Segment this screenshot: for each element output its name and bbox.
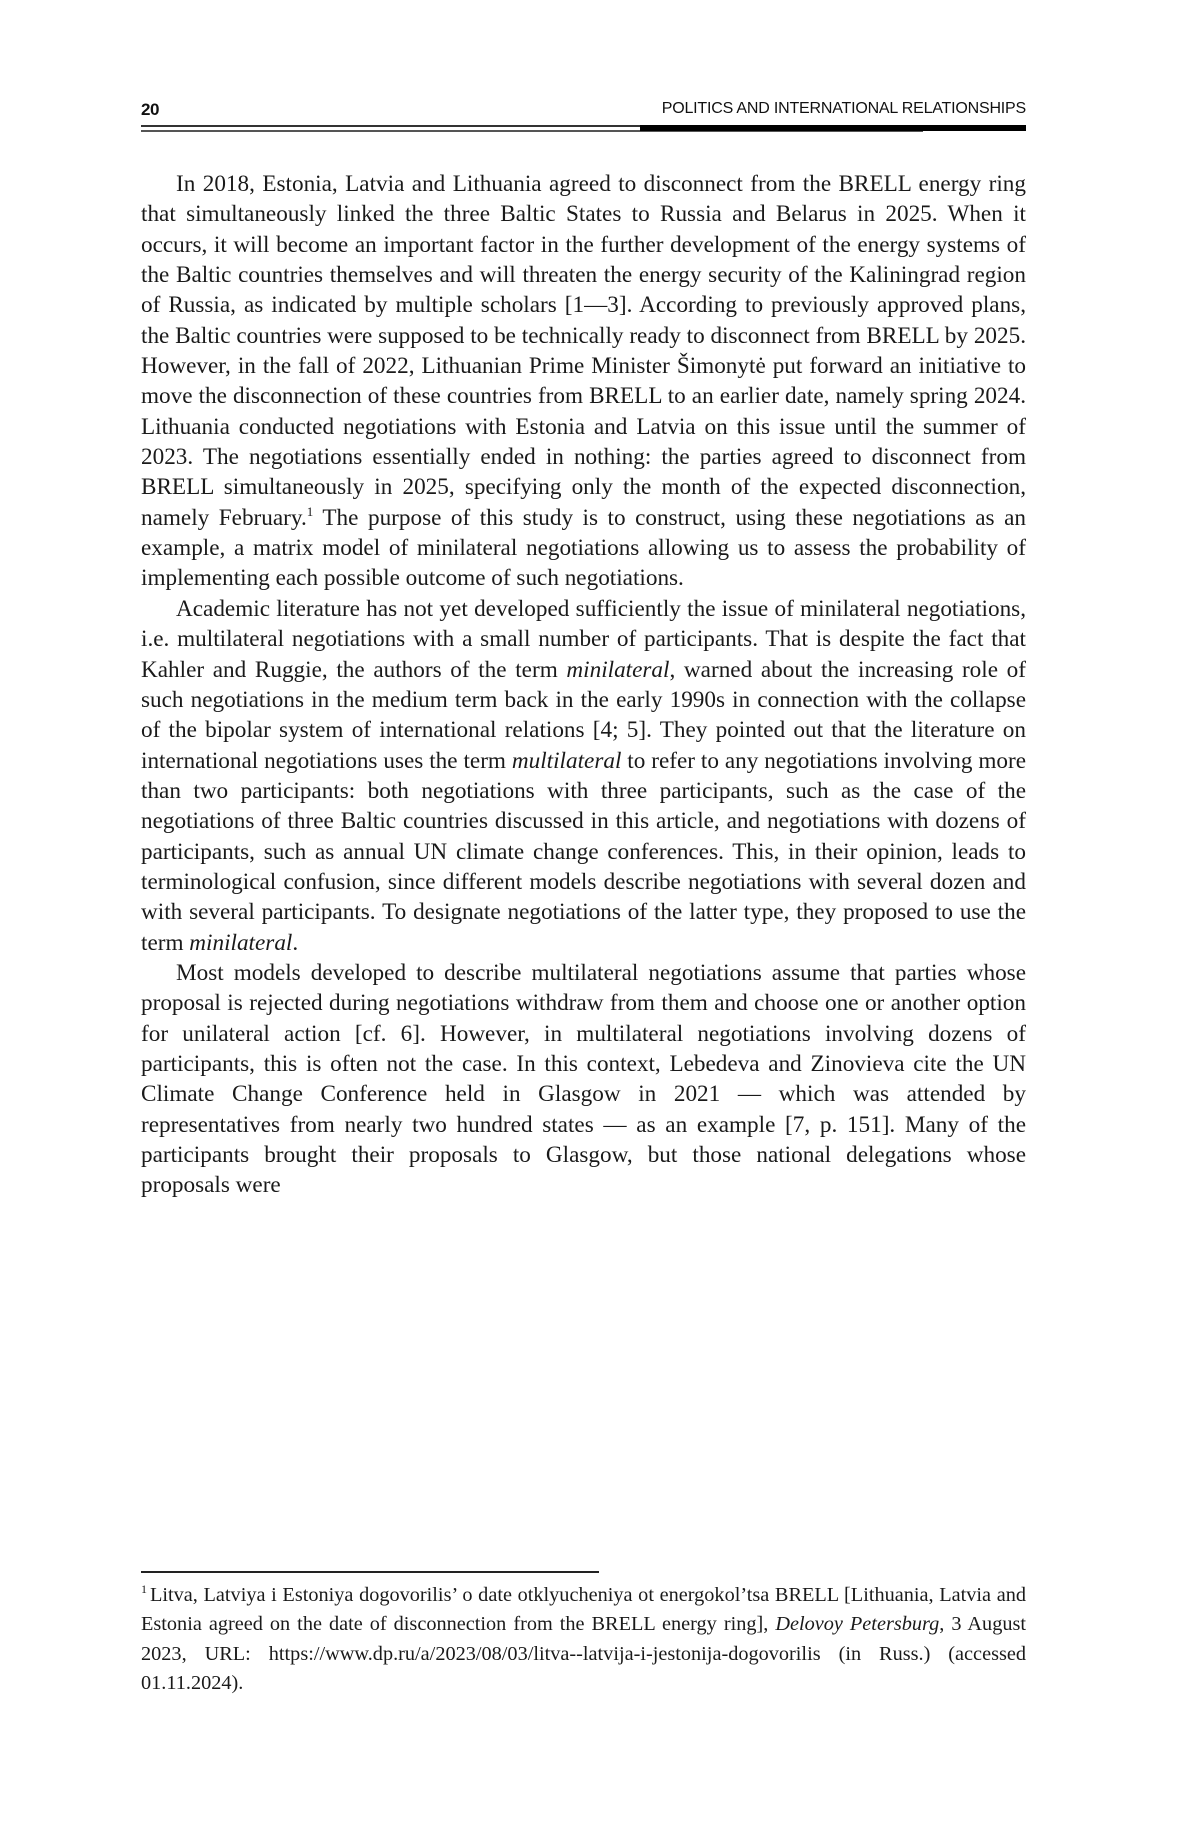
- footnote-1: [141, 1581, 1026, 1698]
- italic-term: minilateral: [566, 656, 670, 683]
- page-number: 20: [141, 100, 159, 119]
- paragraph-text: In 2018, Estonia, Latvia and Lithuania agreed to disconnect from the BRELL energy ring that simultaneously linked the three Baltic States to Russia and Belarus in 2025. When it occurs, it will become an important factor in the further development of the energy systems of the Baltic countries themselves and will threaten the energy security of the Kaliningrad region of Russia, as indicated by multiple scholars [1—3]. According to previously approved plans, the Baltic countries were supposed to be technically ready to disconnect from BRELL by 2025. However, in the fall of 2022, Lithuanian Prime Minister Šimonytė put forward an initiative to move the disconnection of these countries from BRELL to an earlier date, namely spring 2024. Lithuania conducted negotiations with Estonia and Latvia on this issue until the summer of 2023. The negotiations essentially ended in nothing: the parties agreed to disconnect from BRELL simultaneously in 2025, specifying only the month of the expected disconnection, namely February.: [141, 171, 1026, 531]
- section-title: POLITICS AND INTERNATIONAL RELATIONSHIPS: [661, 100, 1026, 117]
- footnote-text: , 3 August 2023, URL: https://www.dp.ru/a/2023/08/03/litva--latvija-i-jestonija-dogovorilis (in Russ.) (accessed 01.11.2024).: [141, 1613, 1027, 1694]
- footnote-reference[interactable]: 1: [306, 503, 314, 519]
- header-rule: [141, 125, 1026, 134]
- paragraph-2: [141, 594, 1026, 958]
- body-text: [141, 169, 1026, 1201]
- italic-term: minilateral: [189, 929, 293, 956]
- footnote-separator: [141, 1571, 599, 1573]
- italic-term: multilateral: [511, 747, 622, 774]
- paragraph-text: .: [292, 929, 299, 956]
- paragraph-text: Most models developed to describe multilateral negotiations assume that parties whose proposal is rejected during negotiations withdraw from them and choose one or another option for unilateral action [cf. 6]. However, in multilateral negotiations involving dozens of participants, this is often not the case. In this context, Lebedeva and Zinovieva cite the UN Climate Change Conference held in Glasgow in 2021 — which was attended by representatives from nearly two hundred states — as an example [7, p. 151]. Many of the participants brought their proposals to Glasgow, but those national delegations whose proposals were: [141, 959, 1026, 1199]
- footnote-number: 1: [141, 1582, 147, 1596]
- footnotes: [141, 1581, 1026, 1698]
- footnote-source-title: Delovoy Petersburg: [775, 1613, 940, 1636]
- paragraph-3: [141, 958, 1026, 1201]
- running-header: [141, 100, 1026, 124]
- paragraph-1: [141, 169, 1026, 594]
- paragraph-text: Academic literature has not yet developed sufficiently the issue of minilateral negotiations, i.e. multilateral negotiations with a small number of participants. That is despite the fact that Kahler and Ruggie, the authors of the term: [141, 595, 1026, 683]
- paragraph-text: The purpose of this study is to construct, using these negotiations as an example, a matrix model of minilateral negotiations allowing us to assess the probability of implementing each possible outcome of such negotiations.: [141, 504, 1026, 592]
- footnote-text: Litva, Latviya i Estoniya dogovorilis’ o date otklyucheniya ot energokol’tsa BRELL [Lithuania, Latvia and Estonia agreed on the date of disconnection from the BRELL energy ring],: [141, 1584, 1026, 1636]
- paragraph-text: , warned about the increasing role of such negotiations in the medium term back in the early 1990s in connection with the collapse of the bipolar system of international relations [4; 5]. They pointed out that the literature on international negotiations uses the term: [141, 656, 1026, 774]
- paragraph-text: to refer to any negotiations involving more than two participants: both negotiations with three participants, such as the case of the negotiations of three Baltic countries discussed in this article, and negotiations with dozens of participants, such as annual UN climate change conferences. This, in their opinion, leads to terminological confusion, since different models describe negotiations with several dozen and with several participants. To designate negotiations of the latter type, they proposed to use the term: [141, 747, 1027, 956]
- header-rule-thick-bar: [640, 125, 1026, 131]
